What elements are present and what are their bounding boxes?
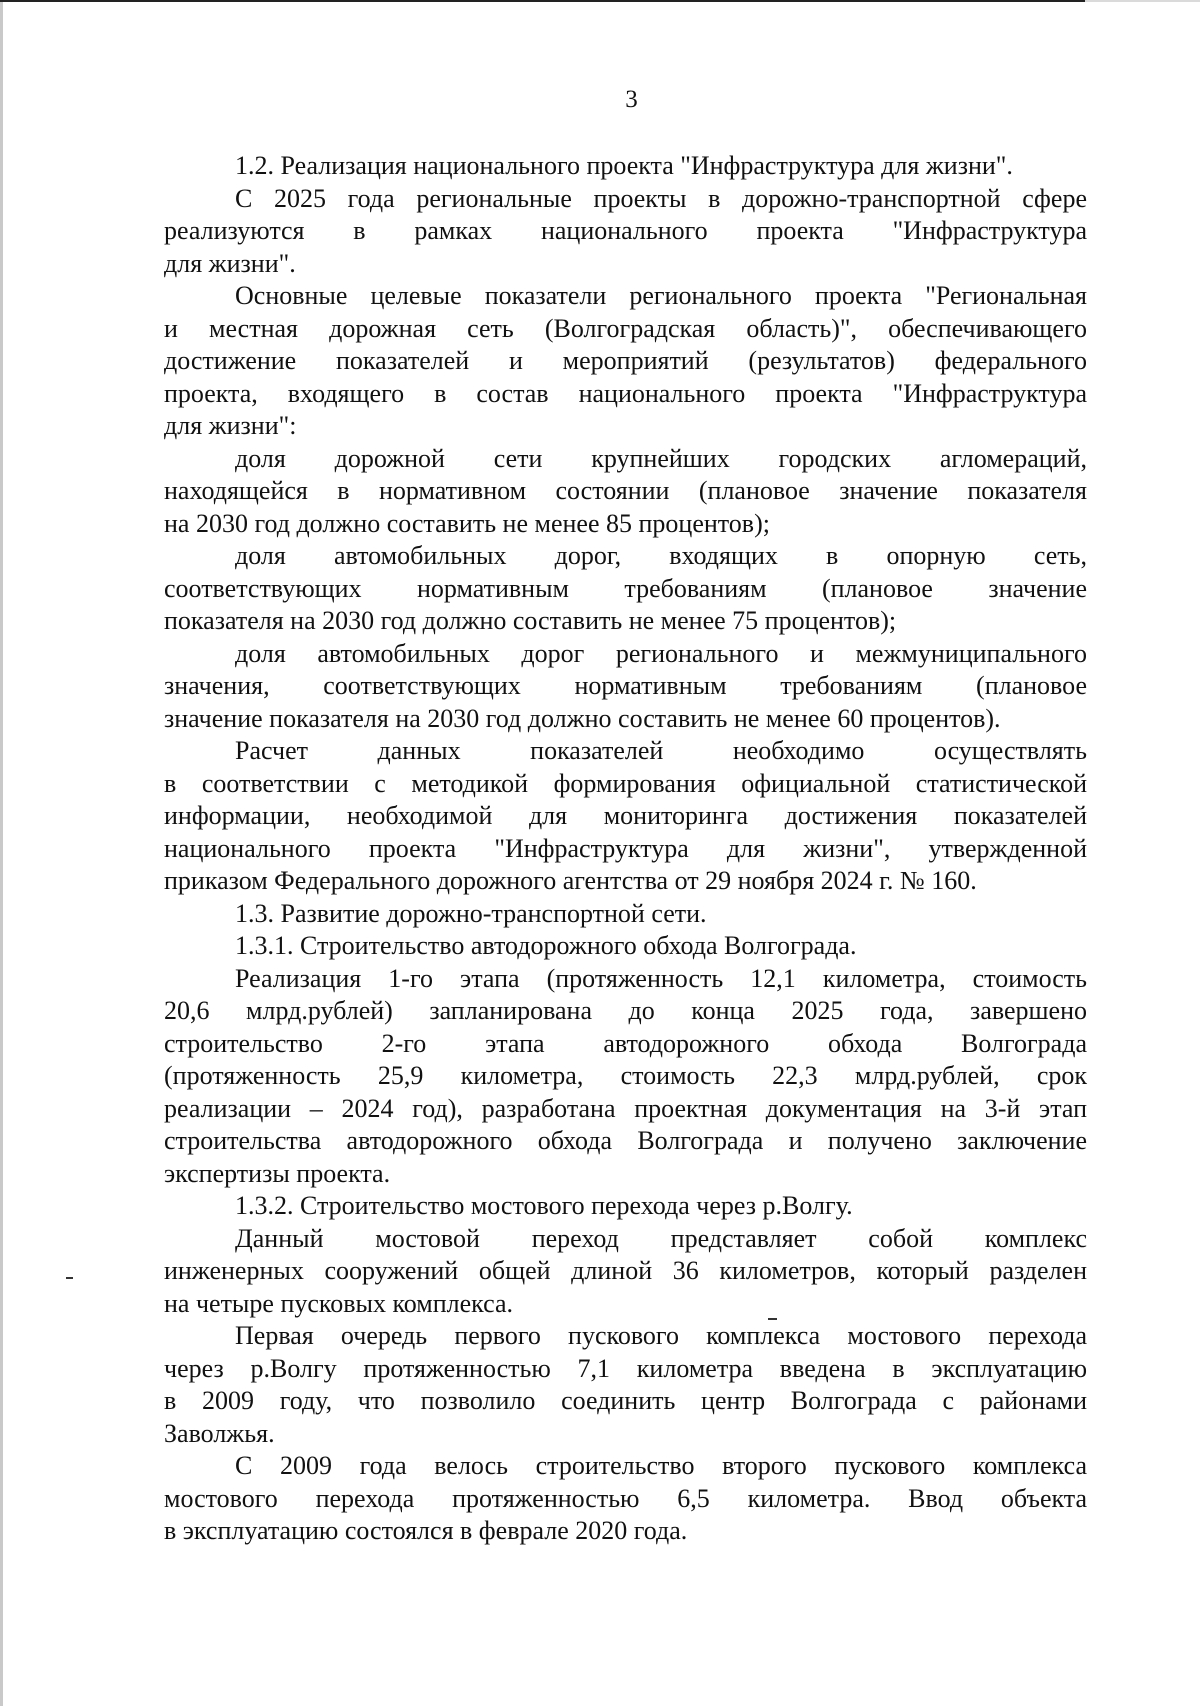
text-line: информации, необходимой для мониторинга достижения показателей <box>164 801 1087 830</box>
paragraph <box>164 1190 1087 1223</box>
text-line: Реализация 1-го этапа (протяженность 12,1 километра, стоимость <box>235 963 1087 993</box>
top-edge-line <box>0 0 1085 2</box>
text-line: для жизни": <box>164 411 297 440</box>
text-line: реализации – 2024 год), разработана проектная документация на 3-й этап <box>164 1093 1087 1123</box>
text-line: строительства автодорожного обхода Волгограда и получено заключение <box>164 1126 1087 1155</box>
margin-scan-mark <box>768 1318 777 1320</box>
text-line: инженерных сооружений общей длиной 36 километров, который разделен <box>164 1256 1087 1285</box>
text-line: Основные целевые показатели регионального проекта "Региональная <box>235 281 1087 310</box>
text-line: в эксплуатацию состоялся в феврале 2020 года. <box>164 1516 688 1545</box>
text-line: приказом Федерального дорожного агентства от 29 ноября 2024 г. № 160. <box>164 866 977 895</box>
text-line: проекта, входящего в состав национального проекта "Инфраструктура <box>164 378 1087 408</box>
text-line: 1.3.2. Строительство мостового перехода через р.Волгу. <box>235 1191 853 1220</box>
paragraph <box>164 898 1087 931</box>
text-line: национального проекта "Инфраструктура для жизни", утвержденной <box>164 833 1087 863</box>
paragraph <box>164 540 1087 638</box>
text-line: значения, соответствующих нормативным требованиям (плановое <box>164 671 1087 700</box>
text-line: строительство 2-го этапа автодорожного обхода Волгограда <box>164 1028 1087 1058</box>
text-line: Данный мостовой переход представляет собой комплекс <box>235 1223 1087 1253</box>
page-number: 3 <box>625 86 638 113</box>
text-line: экспертизы проекта. <box>164 1158 391 1188</box>
paragraph <box>164 1320 1087 1450</box>
text-line: мостового перехода протяженностью 6,5 километра. Ввод объекта <box>164 1483 1087 1513</box>
paragraph <box>164 280 1087 443</box>
text-line: 1.3.1. Строительство автодорожного обхода Волгограда. <box>235 931 857 960</box>
text-line: реализуются в рамках национального проекта "Инфраструктура <box>164 216 1087 245</box>
text-line: (протяженность 25,9 километра, стоимость 22,3 млрд.рублей, срок <box>164 1061 1087 1090</box>
paragraph <box>164 735 1087 898</box>
text-line: для жизни". <box>164 248 296 278</box>
text-line: С 2009 года велось строительство второго пускового комплекса <box>235 1451 1087 1480</box>
text-line: через р.Волгу протяженностью 7,1 километра введена в эксплуатацию <box>164 1353 1087 1383</box>
text-line: на 2030 год должно составить не менее 85 процентов); <box>164 508 770 538</box>
text-line: и местная дорожная сеть (Волгоградская область)", обеспечивающего <box>164 313 1087 343</box>
paragraph <box>164 150 1087 183</box>
paragraph <box>164 183 1087 281</box>
text-line: С 2025 года региональные проекты в дорожно-транспортной сфере <box>235 183 1087 213</box>
text-line: достижение показателей и мероприятий (результатов) федерального <box>164 346 1087 375</box>
text-line: доля автомобильных дорог, входящих в опорную сеть, <box>235 541 1087 570</box>
text-line: показателя на 2030 год должно составить не менее 75 процентов); <box>164 606 897 635</box>
paragraph <box>164 930 1087 963</box>
text-line: в соответствии с методикой формирования официальной статистической <box>164 768 1087 798</box>
text-line: Первая очередь первого пускового комплекса мостового перехода <box>235 1321 1087 1350</box>
text-line: доля автомобильных дорог регионального и межмуниципального <box>235 638 1087 668</box>
text-line: в 2009 году, что позволило соединить центр Волгограда с районами <box>164 1386 1087 1415</box>
text-line: значение показателя на 2030 год должно составить не менее 60 процентов). <box>164 703 1001 733</box>
text-line: 1.2. Реализация национального проекта "Инфраструктура для жизни". <box>235 151 1013 180</box>
text-line: на четыре пусковых комплекса. <box>164 1288 514 1318</box>
document-body <box>164 150 1087 1548</box>
text-line: доля дорожной сети крупнейших городских агломераций, <box>235 443 1087 473</box>
paragraph <box>164 443 1087 541</box>
text-line: Заволжья. <box>164 1418 275 1448</box>
text-line: находящейся в нормативном состоянии (плановое значение показателя <box>164 476 1087 505</box>
paragraph <box>164 638 1087 736</box>
text-line: Расчет данных показателей необходимо осуществлять <box>235 736 1087 765</box>
paragraph <box>164 1223 1087 1321</box>
text-line: соответствующих нормативным требованиям (плановое значение <box>164 573 1087 603</box>
paragraph <box>164 963 1087 1191</box>
text-line: 20,6 млрд.рублей) запланирована до конца 2025 года, завершено <box>164 996 1087 1025</box>
text-line: 1.3. Развитие дорожно-транспортной сети. <box>235 898 707 928</box>
margin-scan-mark <box>66 1277 73 1279</box>
paragraph <box>164 1450 1087 1548</box>
